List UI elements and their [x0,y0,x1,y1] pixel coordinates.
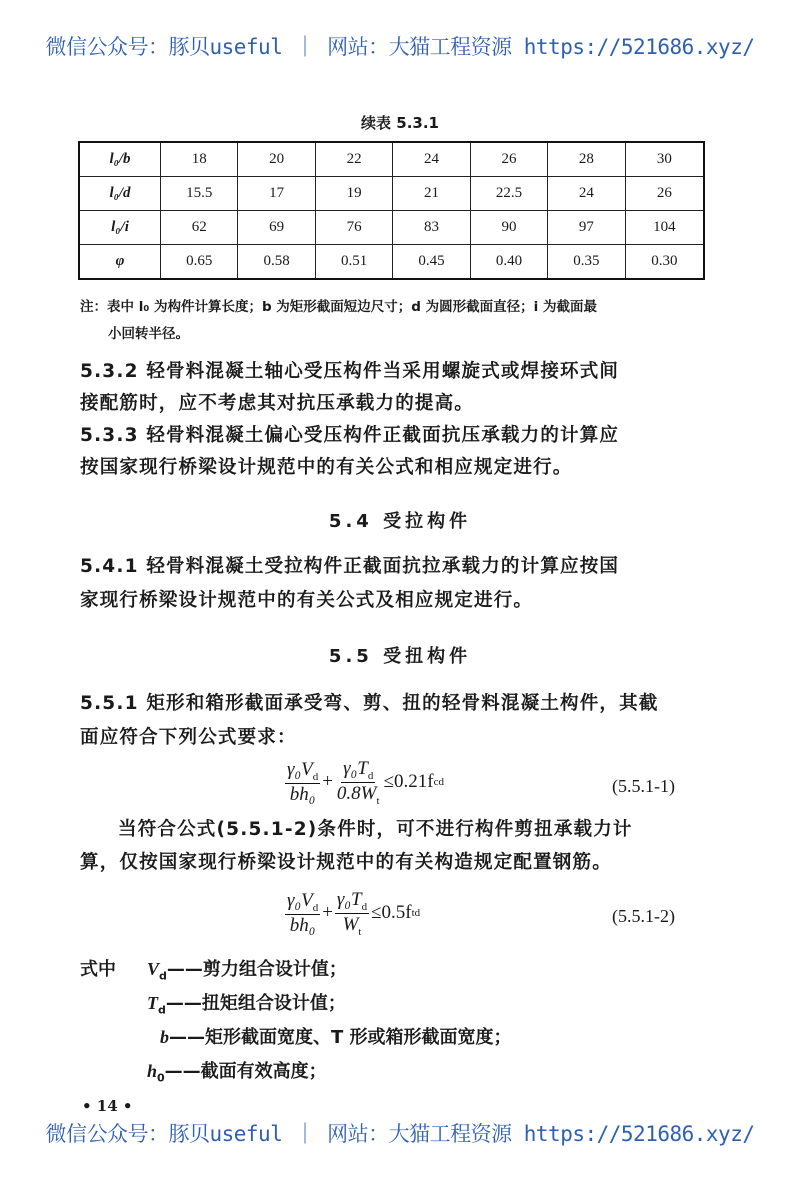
table-cell: 76 [315,211,392,245]
symbol-subscript: d [159,969,167,983]
symbol: b [160,1027,169,1047]
symbol-subscript: 0 [157,1071,165,1085]
table-cell: 0.51 [315,245,392,280]
definition-text: ——剪力组合设计值； [166,959,347,980]
table-cell: 24 [393,142,470,177]
row-header: l₀/b [79,142,161,177]
row-header: l₀/d [79,177,161,211]
table-caption: 续表 5.3.1 [361,114,439,132]
definition-text: ——扭矩组合设计值； [165,993,346,1014]
clause-5-3-2-cont: 接配筋时，应不考虑其对抗压承载力的提高。 [80,393,475,414]
table-cell: 22 [315,142,392,177]
clause-5-3-2: 5.3.2 轻骨料混凝土轴心受压构件当采用螺旋式或焊接环式间 [80,361,620,382]
table-cell: 15.5 [161,177,238,211]
table-cell: 0.30 [625,245,704,280]
table-cell: 69 [238,211,315,245]
definition-item [160,1023,512,1051]
table-cell: 90 [470,211,547,245]
table-cell: 97 [548,211,625,245]
table-cell: 0.45 [393,245,470,280]
table-row [79,142,704,177]
row-header: l₀/i [79,211,161,245]
table-cell: 30 [625,142,704,177]
definition-item [147,1057,327,1085]
clause-5-3-3: 5.3.3 轻骨料混凝土偏心受压构件正截面抗压承载力的计算应 [80,425,620,446]
equation-number-1: (5.5.1-1) [612,776,675,796]
watermark-bottom: 微信公众号：豚贝useful ｜ 网站：大猫工程资源 https://521686.xyz/ [45,1122,755,1146]
formula-5-5-1-2: $\frac{\gamma_0V_d}{\text{bh₀}}$ + $\frac{\gamma_0T_d}{W_t}$ ≤0.5f td [287,889,421,938]
table-row [79,245,704,280]
definitions-lead: 式中 [80,959,116,980]
table-note-cont: 小回转半径。 [108,326,189,342]
equation-number-2: (5.5.1-2) [612,906,675,926]
table-cell: 21 [393,177,470,211]
table-cell: 18 [161,142,238,177]
table-cell: 26 [470,142,547,177]
table-row [79,211,704,245]
definition-text: ——截面有效高度； [164,1061,327,1082]
symbol: T [147,993,158,1013]
table-cell: 17 [238,177,315,211]
clause-5-4-1-cont: 家现行桥梁设计规范中的有关公式及相应规定进行。 [80,590,534,611]
row-header: φ [79,245,161,280]
table-cell: 0.58 [238,245,315,280]
symbol-subscript: d [158,1003,166,1017]
symbol: V [147,959,160,979]
table-cell: 83 [393,211,470,245]
table-row [79,177,704,211]
table-cell: 19 [315,177,392,211]
table-cell: 26 [625,177,704,211]
condition-paragraph: 当符合公式(5.5.1-2)条件时，可不进行构件剪扭承载力计 [118,819,633,840]
clause-5-4-1: 5.4.1 轻骨料混凝土受拉构件正截面抗拉承载力的计算应按国 [80,556,620,577]
table-cell: 22.5 [470,177,547,211]
table-cell: 0.40 [470,245,547,280]
table-cell: 104 [625,211,704,245]
condition-paragraph-cont: 算，仅按国家现行桥梁设计规范中的有关构造规定配置钢筋。 [80,852,612,873]
table-cell: 24 [548,177,625,211]
symbol: h [147,1061,158,1081]
table-cell: 0.35 [548,245,625,280]
formula-5-5-1-1: $\frac{\gamma_0V_d}{\text{bh₀}}$ + $\frac{\gamma_0T_d}{0.8W_t}$ ≤0.21f cd [287,758,444,807]
slenderness-table [78,141,705,280]
definition-text: ——矩形截面宽度、T 形或箱形截面宽度； [169,1027,512,1048]
table-cell: 0.65 [161,245,238,280]
section-heading-5-5: 5.5 受扭构件 [328,646,472,667]
table-cell: 28 [548,142,625,177]
table-cell: 20 [238,142,315,177]
clause-5-5-1: 5.5.1 矩形和箱形截面承受弯、剪、扭的轻骨料混凝土构件，其截 [80,693,659,714]
definition-item [147,955,347,983]
clause-5-3-3-cont: 按国家现行桥梁设计规范中的有关公式和相应规定进行。 [80,457,573,478]
table-note: 注：表中 l₀ 为构件计算长度；b 为矩形截面短边尺寸；d 为圆形截面直径；i 为截面最 [80,299,597,315]
table-cell: 62 [161,211,238,245]
section-heading-5-4: 5.4 受拉构件 [328,511,472,532]
clause-5-5-1-cont: 面应符合下列公式要求： [80,727,297,748]
definition-item [147,989,346,1017]
watermark-top: 微信公众号：豚贝useful ｜ 网站：大猫工程资源 https://521686.xyz/ [45,35,755,59]
page-number: • 14 • [82,1097,133,1115]
